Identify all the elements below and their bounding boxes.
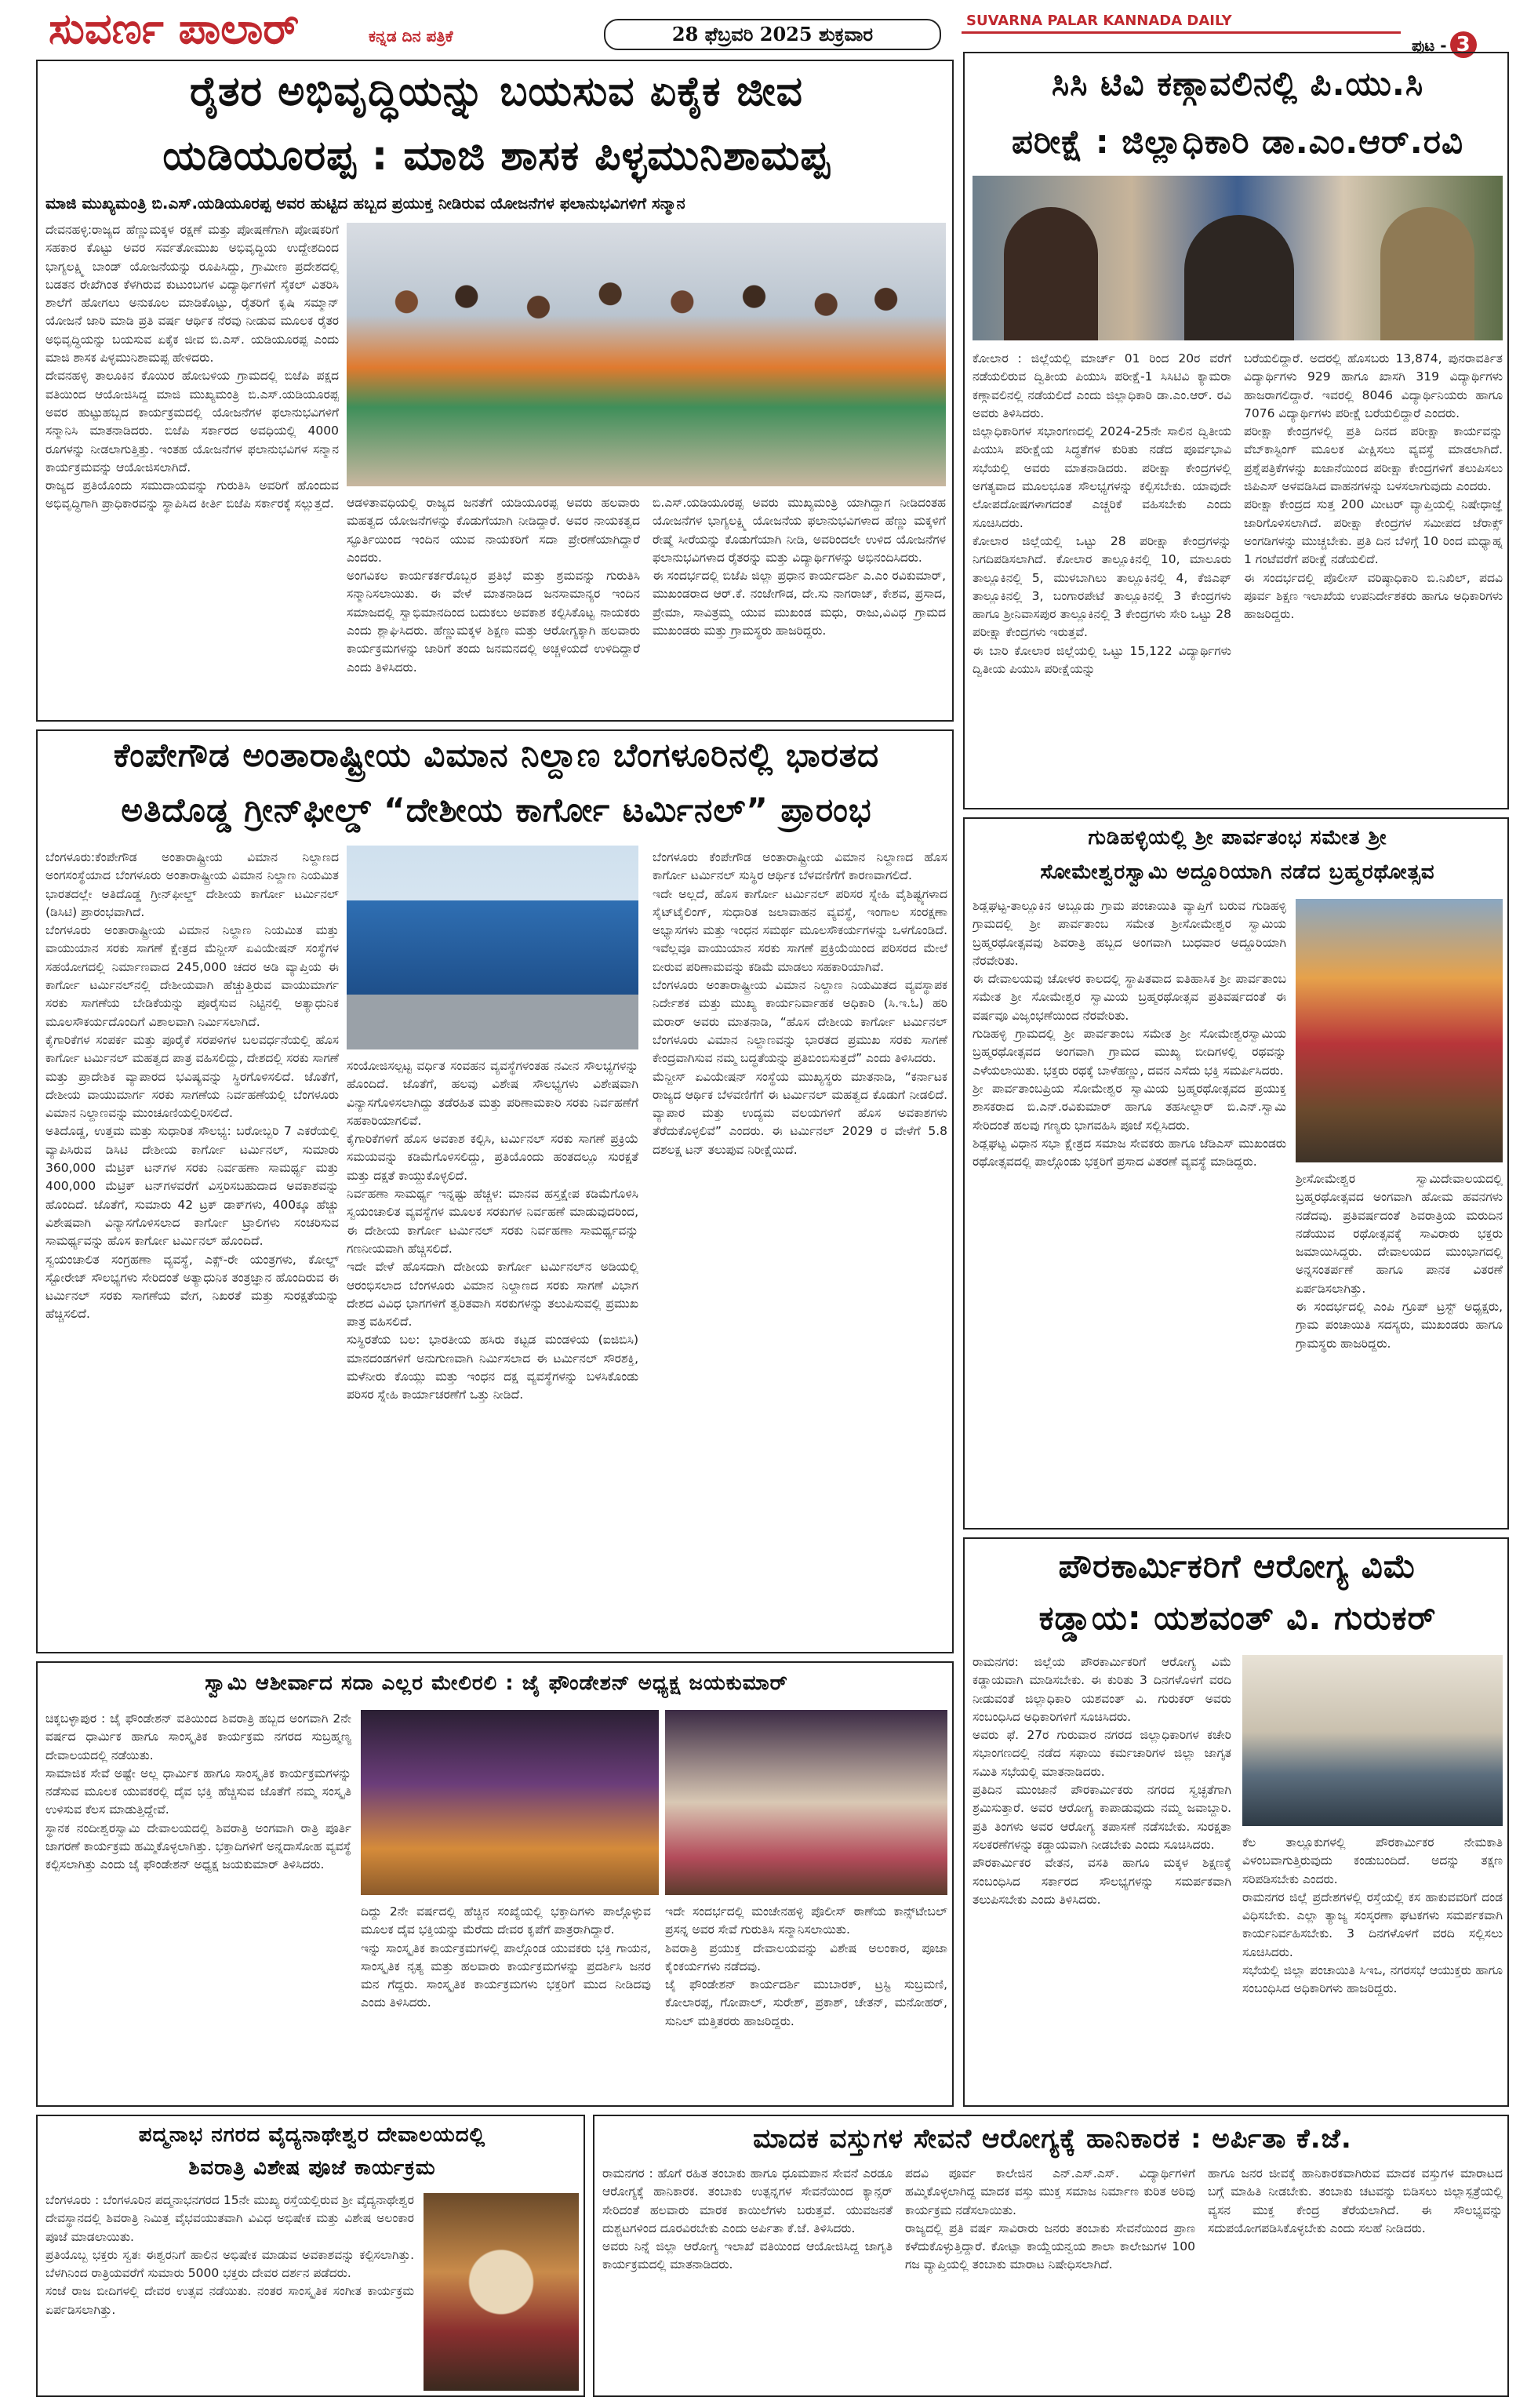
newspaper-subtitle: ಕನ್ನಡ ದಿನ ಪತ್ರಿಕೆ	[369, 27, 453, 45]
headline-line2: ಸೋಮೇಶ್ವರಸ್ವಾಮಿ ಅದ್ದೂರಿಯಾಗಿ ನಡೆದ ಬ್ರಹ್ಮರಥೋತ್ಸವ	[1040, 860, 1435, 884]
headline-line1: ಪೌರಕಾರ್ಮಿಕರಿಗೆ ಆರೋಗ್ಯ ವಿಮೆ	[1058, 1547, 1417, 1585]
newspaper-title: ಸುವರ್ಣ ಪಾಲಾರ್	[49, 3, 300, 53]
story-text-col3: ಹಾಗೂ ಜನರ ಜೀವಕ್ಕೆ ಹಾನಿಕಾರಕವಾಗಿರುವ ಮಾದಕ ವಸ್ತುಗಳ ಮಾರಾಟದ ಬಗ್ಗೆ ಮಾಹಿತಿ ನೀಡಬೇಕು. ತಂಬಾಕು ಚಟವನ್ನು ಬಿಡಿಸಲು ಜಿಲ್ಲಾಸ್ಪತ್ರೆಯಲ್ಲಿ ವ್ಯಸನ ಮುಕ್ತ ಕೇಂದ್ರ ತೆರೆಯಲಾಗಿದೆ. ಈ ಸೌಲಭ್ಯವನ್ನು ಸದುಪಯೋಗಪಡಿಸಿಕೊಳ್ಳಬೇಕು ಎಂದು ಸಲಹೆ ನೀಡಿದರು.	[1208, 2166, 1503, 2235]
story-text: ಬೆಂಗಳೂರು : ಬೆಂಗಳೂರಿನ ಪದ್ಮನಾಭನಗರದ 15ನೇ ಮುಖ್ಯ ರಸ್ತೆಯಲ್ಲಿರುವ ಶ್ರೀ ವೈದ್ಯನಾಥೇಶ್ವರ ದೇವಸ್ಥಾನದಲ್ಲಿ ಶಿವರಾತ್ರಿ ನಿಮಿತ್ತ ವೈಭವಯುತವಾಗಿ ವಿವಿಧ ಅಭಿಷೇಕ ಮತ್ತು ವಿಶೇಷ ಅಲಂಕಾರ ಪೂಜೆ ಮಾಡಲಾಯಿತು. ಪ್ರತಿಯೊಬ್ಬ ಭಕ್ತರು ಸ್ವತಃ ಈಶ್ವರನಿಗೆ ಹಾಲಿನ ಅಭಿಷೇಕ ಮಾಡುವ ಅವಕಾಶವನ್ನು ಕಲ್ಪಿಸಲಾಗಿತ್ತು. ಬೆಳಗಿನಿಂದ ರಾತ್ರಿಯವರೆಗೆ ಸುಮಾರು 5000 ಭಕ್ತರು ದೇವರ ದರ್ಶನ ಪಡೆದರು. ಸಂಜೆ ರಾಜ ಬೀದಿಗಳಲ್ಲಿ ದೇವರ ಉತ್ಸವ ನಡೆಯಿತು. ನಂತರ ಸಾಂಸ್ಕೃತಿಕ ಸಂಗೀತ ಕಾರ್ಯಕ್ರಮ ಏರ್ಪಡಿಸಲಾಗಿತ್ತು.	[45, 2193, 414, 2317]
official-figure	[1380, 207, 1474, 340]
story-drug-awareness	[593, 2115, 1509, 2397]
felicitation-photo	[347, 223, 946, 486]
story-text-col1: ಕೋಲಾರ : ಜಿಲ್ಲೆಯಲ್ಲಿ ಮಾರ್ಚ್ 01 ರಿಂದ 20ರ ವರೆಗೆ ನಡೆಯಲಿರುವ ದ್ವಿತೀಯ ಪಿಯುಸಿ ಪರೀಕ್ಷೆ-1 ಸಿಸಿಟಿವಿ ಕ್ಯಾಮರಾ ಕಣ್ಗಾವಲಿನಲ್ಲಿ ನಡೆಯಲಿದೆ ಎಂದು ಜಿಲ್ಲಾಧಿಕಾರಿ ಡಾ.ಎಂ.ಆರ್. ರವಿ ಅವರು ತಿಳಿಸಿದರು. ಜಿಲ್ಲಾಧಿಕಾರಿಗಳ ಸಭಾಂಗಣದಲ್ಲಿ 2024-25ನೇ ಸಾಲಿನ ದ್ವಿತೀಯ ಪಿಯುಸಿ ಪರೀಕ್ಷೆಯ ಸಿದ್ಧತೆಗಳ ಕುರಿತು ನಡೆದ ಪೂರ್ವಭಾವಿ ಸಭೆಯಲ್ಲಿ ಅವರು ಮಾತನಾಡಿದರು. ಪರೀಕ್ಷಾ ಕೇಂದ್ರಗಳಲ್ಲಿ ಅಗತ್ಯವಾದ ಮೂಲಭೂತ ಸೌಲಭ್ಯಗಳನ್ನು ಕಲ್ಪಿಸಬೇಕು. ಯಾವುದೇ ಲೋಪದೋಷಗಳಾಗದಂತೆ ಎಚ್ಚರಿಕೆ ವಹಿಸಬೇಕು ಎಂದು ಸೂಚಿಸಿದರು. ಕೋಲಾರ ಜಿಲ್ಲೆಯಲ್ಲಿ ಒಟ್ಟು 28 ಪರೀಕ್ಷಾ ಕೇಂದ್ರಗಳನ್ನು ನಿಗದಿಪಡಿಸಲಾಗಿದೆ. ಕೋಲಾರ ತಾಲ್ಲೂಕಿನಲ್ಲಿ 10, ಮಾಲೂರು ತಾಲ್ಲೂಕಿನಲ್ಲಿ 5, ಮುಳಬಾಗಿಲು ತಾಲ್ಲೂಕಿನಲ್ಲಿ 4, ಕೆಜಿಎಫ್ ತಾಲ್ಲೂಕಿನಲ್ಲಿ 3, ಬಂಗಾರಪೇಟೆ ತಾಲ್ಲೂಕಿನಲ್ಲಿ 3 ಕೇಂದ್ರಗಳು ಹಾಗೂ ಶ್ರೀನಿವಾಸಪುರ ತಾಲ್ಲೂಕಿನಲ್ಲಿ 3 ಕೇಂದ್ರಗಳು ಸೇರಿ ಒಟ್ಟು 28 ಪರೀಕ್ಷಾ ಕೇಂದ್ರಗಳು ಇರುತ್ತವೆ. ಈ ಬಾರಿ ಕೋಲಾರ ಜಿಲ್ಲೆಯಲ್ಲಿ ಒಟ್ಟು 15,122 ವಿದ್ಯಾರ್ಥಿಗಳು ದ್ವಿತೀಯ ಪಿಯುಸಿ ಪರೀಕ್ಷೆಯನ್ನು	[973, 351, 1231, 677]
story-text-mid: ದಿದ್ದು 2ನೇ ವರ್ಷದಲ್ಲಿ ಹೆಚ್ಚಿನ ಸಂಖ್ಯೆಯಲ್ಲಿ ಭಕ್ತಾದಿಗಳು ಪಾಲ್ಗೊಳ್ಳುವ ಮೂಲಕ ದೈವ ಭಕ್ತಿಯನ್ನು ಮೆರೆದು ದೇವರ ಕೃಪೆಗೆ ಪಾತ್ರರಾಗಿದ್ದಾರೆ. ಇನ್ನು ಸಾಂಸ್ಕೃತಿಕ ಕಾರ್ಯಕ್ರಮಗಳಲ್ಲಿ ಪಾಲ್ಗೊಂಡ ಯುವಕರು ಭಕ್ತಿ ಗಾಯನ, ಸಾಂಸ್ಕೃತಿಕ ನೃತ್ಯ ಮತ್ತು ಹಲವಾರು ಕಾರ್ಯಕ್ರಮಗಳನ್ನು ಪ್ರದರ್ಶಿಸಿ ಜನರ ಮನ ಗೆದ್ದರು. ಸಾಂಸ್ಕೃತಿಕ ಕಾರ್ಯಕ್ರಮಗಳು ಭಕ್ತರಿಗೆ ಮುದ ನೀಡಿದವು ಎಂದು ತಿಳಿಸಿದರು.	[361, 1904, 651, 2010]
issue-date: 28 ಫೆಬ್ರವರಿ 2025 ಶುಕ್ರವಾರ	[604, 19, 941, 50]
story-text-right: ಇದೇ ಸಂದರ್ಭದಲ್ಲಿ ಮಂಚೇನಹಳ್ಳಿ ಪೊಲೀಸ್ ಠಾಣೆಯ ಕಾನ್ಸ್‌ಟೇಬಲ್ ಪ್ರಸನ್ನ ಅವರ ಸೇವೆ ಗುರುತಿಸಿ ಸನ್ಮಾನಿಸಲಾಯಿತು. ಶಿವರಾತ್ರಿ ಪ್ರಯುಕ್ತ ದೇವಾಲಯವನ್ನು ವಿಶೇಷ ಅಲಂಕಾರ, ಪೂಜಾ ಕೈಂಕರ್ಯಗಳು ನಡೆದವು. ಜೈ ಫೌಂಡೇಶನ್ ಕಾರ್ಯದರ್ಶಿ ಮುಬಾರಕ್, ಟ್ರಸ್ಟಿ ಸುಬ್ರಮಣಿ, ಕೋಲಾರಪ್ಪ, ಗೋಪಾಲ್, ಸುರೇಶ್, ಪ್ರಕಾಶ್, ಚೇತನ್, ಮನೋಹರ್, ಸುನಿಲ್ ಮತ್ತಿತರರು ಹಾಜರಿದ್ದರು.	[665, 1904, 947, 2028]
story-text-left: ಶಿಡ್ಲಘಟ್ಟ-ತಾಲ್ಲೂಕಿನ ಅಬ್ಲೂಡು ಗ್ರಾಮ ಪಂಚಾಯಿತಿ ವ್ಯಾಪ್ತಿಗೆ ಬರುವ ಗುಡಿಹಳ್ಳಿ ಗ್ರಾಮದಲ್ಲಿ ಶ್ರೀ ಪಾರ್ವತಾಂಬ ಸಮೇತ ಶ್ರೀಸೋಮೇಶ್ವರ ಸ್ವಾಮಿಯ ಬ್ರಹ್ಮರಥೋತ್ಸವವು ಶಿವರಾತ್ರಿ ಹಬ್ಬದ ಅಂಗವಾಗಿ ಬುಧವಾರ ಅದ್ದೂರಿಯಾಗಿ ನೆರವೇರಿತು. ಈ ದೇವಾಲಯವು ಚೋಳರ ಕಾಲದಲ್ಲಿ ಸ್ಥಾಪಿತವಾದ ಐತಿಹಾಸಿಕ ಶ್ರೀ ಪಾರ್ವತಾಂಬ ಸಮೇತ ಶ್ರೀ ಸೋಮೇಶ್ವರ ಸ್ವಾಮಿಯ ಬ್ರಹ್ಮರಥೋತ್ಸವ ಪ್ರತಿವರ್ಷದಂತೆ ಈ ವರ್ಷವೂ ವಿಜೃಂಭಣೆಯಿಂದ ನೆರವೇರಿತು. ಗುಡಿಹಳ್ಳಿ ಗ್ರಾಮದಲ್ಲಿ ಶ್ರೀ ಪಾರ್ವತಾಂಬ ಸಮೇತ ಶ್ರೀ ಸೋಮೇಶ್ವರಸ್ವಾಮಿಯ ಬ್ರಹ್ಮರಥೋತ್ಸವದ ಅಂಗವಾಗಿ ಗ್ರಾಮದ ಮುಖ್ಯ ಬೀದಿಗಳಲ್ಲಿ ರಥವನ್ನು ಎಳೆಯಲಾಯಿತು. ಭಕ್ತರು ರಥಕ್ಕೆ ಬಾಳೆಹಣ್ಣು, ದವನ ಎಸೆದು ಭಕ್ತಿ ಸಮರ್ಪಿಸಿದರು. ಶ್ರೀ ಪಾರ್ವತಾಂಬಪ್ರಿಯ ಸೋಮೇಶ್ವರ ಸ್ವಾಮಿಯ ಬ್ರಹ್ಮರಥೋತ್ಸವದ ಪ್ರಯುಕ್ತ ಶಾಸಕರಾದ ಬಿ.ಎನ್.ರವಿಕುಮಾರ್ ಹಾಗೂ ತಹಸೀಲ್ದಾರ್ ಬಿ.ಎನ್.ಸ್ವಾಮಿ ಸೇರಿದಂತೆ ಹಲವು ಗಣ್ಯರು ಭಾಗವಹಿಸಿ ಪೂಜೆ ಸಲ್ಲಿಸಿದರು. ಶಿಡ್ಲಘಟ್ಟ ವಿಧಾನ ಸಭಾ ಕ್ಷೇತ್ರದ ಸಮಾಜ ಸೇವಕರು ಹಾಗೂ ಜೆಡಿಎಸ್ ಮುಖಂಡರು ರಥೋತ್ಸವದಲ್ಲಿ ಪಾಲ್ಗೊಂಡು ಭಕ್ತರಿಗೆ ಪ್ರಸಾದ ವಿತರಣೆ ವ್ಯವಸ್ಥೆ ಮಾಡಿದ್ದರು.	[973, 899, 1286, 1169]
page-number-badge: 3	[1450, 31, 1477, 58]
story-text-left: ರಾಮನಗರ: ಜಿಲ್ಲೆಯ ಪೌರಕಾರ್ಮಿಕರಿಗೆ ಆರೋಗ್ಯ ವಿಮೆ ಕಡ್ಡಾಯವಾಗಿ ಮಾಡಿಸಬೇಕು. ಈ ಕುರಿತು 3 ದಿನಗಳೊಳಗೆ ವರದಿ ನೀಡುವಂತೆ ಜಿಲ್ಲಾಧಿಕಾರಿ ಯಶವಂತ್ ವಿ. ಗುರುಕರ್ ಅವರು ಸಂಬಂಧಿಸಿದ ಅಧಿಕಾರಿಗಳಿಗೆ ಸೂಚಿಸಿದರು. ಅವರು ಫೆ. 27ರ ಗುರುವಾರ ನಗರದ ಜಿಲ್ಲಾಧಿಕಾರಿಗಳ ಕಚೇರಿ ಸಭಾಂಗಣದಲ್ಲಿ ನಡೆದ ಸಫಾಯಿ ಕರ್ಮಚಾರಿಗಳ ಜಿಲ್ಲಾ ಜಾಗೃತ ಸಮಿತಿ ಸಭೆಯಲ್ಲಿ ಮಾತನಾಡಿದರು. ಪ್ರತಿದಿನ ಮುಂಜಾನೆ ಪೌರಕಾರ್ಮಿಕರು ನಗರದ ಸ್ವಚ್ಛತೆಗಾಗಿ ಶ್ರಮಿಸುತ್ತಾರೆ. ಅವರ ಆರೋಗ್ಯ ಕಾಪಾಡುವುದು ನಮ್ಮ ಜವಾಬ್ದಾರಿ. ಪ್ರತಿ ತಿಂಗಳು ಅವರ ಆರೋಗ್ಯ ತಪಾಸಣೆ ನಡೆಸಬೇಕು. ಸುರಕ್ಷತಾ ಸಲಕರಣೆಗಳನ್ನು ಕಡ್ಡಾಯವಾಗಿ ನೀಡಬೇಕು ಎಂದು ಸೂಚಿಸಿದರು. ಪೌರಕಾರ್ಮಿಕರ ವೇತನ, ವಸತಿ ಹಾಗೂ ಮಕ್ಕಳ ಶಿಕ್ಷಣಕ್ಕೆ ಸಂಬಂಧಿಸಿದ ಸರ್ಕಾರದ ಸೌಲಭ್ಯಗಳನ್ನು ಸಮರ್ಪಕವಾಗಿ ತಲುಪಿಸಬೇಕು ಎಂದು ತಿಳಿಸಿದರು.	[973, 1655, 1231, 1907]
headline: ಸ್ವಾಮಿ ಆಶೀರ್ವಾದ ಸದಾ ಎಲ್ಲರ ಮೇಲಿರಲಿ : ಜೈ ಫೌಂಡೇಶನ್ ಅಧ್ಯಕ್ಷ ಜಯಕುಮಾರ್	[205, 1671, 788, 1695]
headline-line2: ಅತಿದೊಡ್ಡ ಗ್ರೀನ್‌ಫೀಲ್ಡ್ “ದೇಶೀಯ ಕಾರ್ಗೋ ಟರ್ಮಿನಲ್” ಪ್ರಾರಂಭ	[121, 791, 872, 829]
story-text-col2: ಬರೆಯಲಿದ್ದಾರೆ. ಅದರಲ್ಲಿ ಹೊಸಬರು 13,874, ಪುನರಾವರ್ತಿತ ವಿದ್ಯಾರ್ಥಿಗಳು 929 ಹಾಗೂ ಖಾಸಗಿ 319 ವಿದ್ಯಾರ್ಥಿಗಳು ಹಾಜರಾಗಲಿದ್ದಾರೆ. ಇವರಲ್ಲಿ 8046 ವಿದ್ಯಾರ್ಥಿನಿಯರು ಹಾಗೂ 7076 ವಿದ್ಯಾರ್ಥಿಗಳು ಪರೀಕ್ಷೆ ಬರೆಯಲಿದ್ದಾರೆ ಎಂದರು. ಪರೀಕ್ಷಾ ಕೇಂದ್ರಗಳಲ್ಲಿ ಪ್ರತಿ ದಿನದ ಪರೀಕ್ಷಾ ಕಾರ್ಯವನ್ನು ವೆಬ್‌ಕಾಸ್ಟಿಂಗ್ ಮೂಲಕ ವೀಕ್ಷಿಸಲು ವ್ಯವಸ್ಥೆ ಮಾಡಲಾಗಿದೆ. ಪ್ರಶ್ನೆಪತ್ರಿಕೆಗಳನ್ನು ಖಜಾನೆಯಿಂದ ಪರೀಕ್ಷಾ ಕೇಂದ್ರಗಳಿಗೆ ತಲುಪಿಸಲು ಜಿಪಿಎಸ್ ಅಳವಡಿಸಿದ ವಾಹನಗಳನ್ನು ಬಳಸಲಾಗುವುದು ಎಂದರು. ಪರೀಕ್ಷಾ ಕೇಂದ್ರದ ಸುತ್ತ 200 ಮೀಟರ್ ವ್ಯಾಪ್ತಿಯಲ್ಲಿ ನಿಷೇಧಾಜ್ಞೆ ಜಾರಿಗೊಳಿಸಲಾಗಿದೆ. ಪರೀಕ್ಷಾ ಕೇಂದ್ರಗಳ ಸಮೀಪದ ಜೆರಾಕ್ಸ್ ಅಂಗಡಿಗಳನ್ನು ಮುಚ್ಚಬೇಕು. ಪ್ರತಿ ದಿನ ಬೆಳಿಗ್ಗೆ 10 ರಿಂದ ಮಧ್ಯಾಹ್ನ 1 ಗಂಟೆವರೆಗೆ ಪರೀಕ್ಷೆ ನಡೆಯಲಿದೆ. ಈ ಸಂದರ್ಭದಲ್ಲಿ ಪೊಲೀಸ್ ವರಿಷ್ಠಾಧಿಕಾರಿ ಬಿ.ನಿಖಿಲ್, ಪದವಿ ಪೂರ್ವ ಶಿಕ್ಷಣ ಇಲಾಖೆಯ ಉಪನಿರ್ದೇಶಕರು ಹಾಗೂ ಅಧಿಕಾರಿಗಳು ಹಾಜರಿದ್ದರು.	[1244, 351, 1503, 622]
story-text-col3: ಬಿ.ಎಸ್.ಯಡಿಯೂರಪ್ಪ ಅವರು ಮುಖ್ಯಮಂತ್ರಿ ಯಾಗಿದ್ದಾಗ ನೀಡಿದಂತಹ ಯೋಜನೆಗಳ ಭಾಗ್ಯಲಕ್ಷ್ಮಿ ಯೋಜನೆಯ ಫಲಾನುಭವಿಗಳಾದ ಹೆಣ್ಣು ಮಕ್ಕಳಿಗೆ ರೇಷ್ಮೆ ಸೀರೆಯನ್ನು ಕೊಡುಗೆಯಾಗಿ ನೀಡಿ, ಅವರಿಂದಲೇ ಉಳಿದ ಯೋಜನೆಗಳ ಫಲಾನುಭವಿಗಳಾದ ರೈತರನ್ನು ಮತ್ತು ವಿದ್ಯಾರ್ಥಿಗಳನ್ನು ಅಭಿನಂದಿಸಿದರು. ಈ ಸಂದರ್ಭದಲ್ಲಿ ಬಿಜೆಪಿ ಜಿಲ್ಲಾ ಪ್ರಧಾನ ಕಾರ್ಯದರ್ಶಿ ಎ.ಎಂ ರವಿಕುಮಾರ್, ಮುಖಂಡರಾದ ಆರ್.ಕೆ. ನಂಜೇಗೌಡ, ದೇ.ಸು ನಾಗರಾಜ್, ಕೇಶವ, ಪ್ರಸಾದ, ಪ್ರೇಮಾ, ಸಾವಿತ್ರಮ್ಮ ಯುವ ಮುಖಂಡ ಮಧು, ರಾಜು,ವಿವಿಧ ಗ್ರಾಮದ ಮುಖಂಡರು ಮತ್ತು ಗ್ರಾಮಸ್ಥರು ಹಾಜರಿದ್ದರು.	[653, 496, 946, 638]
terminal-apron	[347, 995, 638, 1049]
story-text-col1: ಬೆಂಗಳೂರು:ಕೆಂಪೇಗೌಡ ಅಂತಾರಾಷ್ಟ್ರೀಯ ವಿಮಾನ ನಿಲ್ದಾಣದ ಅಂಗಸಂಸ್ಥೆಯಾದ ಬೆಂಗಳೂರು ಅಂತಾರಾಷ್ಟ್ರೀಯ ವಿಮಾನ ನಿಲ್ದಾಣ ನಿಯಮಿತ ಭಾರತದಲ್ಲೇ ಅತಿದೊಡ್ಡ ಗ್ರೀನ್‌ಫೀಲ್ಡ್ ದೇಶೀಯ ಕಾರ್ಗೋ ಟರ್ಮಿನಲ್ (ಡಿಸಿಟಿ) ಪ್ರಾರಂಭವಾಗಿದೆ. ಬೆಂಗಳೂರು ಅಂತಾರಾಷ್ಟ್ರೀಯ ವಿಮಾನ ನಿಲ್ದಾಣ ನಿಯಮಿತ ಮತ್ತು ವಾಯುಯಾನ ಸರಕು ಸಾಗಣೆ ಕ್ಷೇತ್ರದ ಮೆನ್ಜೀಸ್ ಏವಿಯೇಷನ್ ಸಂಸ್ಥೆಗಳ ಸಹಯೋಗದಲ್ಲಿ ನಿರ್ಮಾಣವಾದ 245,000 ಚದರ ಅಡಿ ವ್ಯಾಪ್ತಿಯ ಈ ಕಾರ್ಗೋ ಟರ್ಮಿನಲ್‌ನಲ್ಲಿ ದೇಶೀಯವಾಗಿ ಹೆಚ್ಚುತ್ತಿರುವ ವಾಯುಮಾರ್ಗ ಸರಕು ಸಾಗಣೆಯ ಬೇಡಿಕೆಯನ್ನು ಪೂರೈಸುವ ನಿಟ್ಟಿನಲ್ಲಿ ಅತ್ಯಾಧುನಿಕ ಮೂಲಸೌಕರ್ಯದೊಂದಿಗೆ ವಿಶಾಲವಾಗಿ ನಿರ್ಮಿಸಲಾಗಿದೆ. ಕೈಗಾರಿಕೆಗಳ ಸಂಪರ್ಕ ಮತ್ತು ಪೂರೈಕೆ ಸರಪಳಿಗಳ ಬಲವರ್ಧನೆಯಲ್ಲಿ ಹೊಸ ಕಾರ್ಗೋ ಟರ್ಮಿನಲ್ ಮಹತ್ವದ ಪಾತ್ರ ವಹಿಸಲಿದ್ದು, ದೇಶದಲ್ಲಿ ಸರಕು ಸಾಗಣೆ ಮತ್ತು ಪ್ರಾದೇಶಿಕ ವ್ಯಾಪಾರದ ಭವಿಷ್ಯವನ್ನು ಸ್ಥಿರಗೊಳಿಸಲಿದೆ. ಜೊತೆಗೆ, ದೇಶೀಯ ವಾಯುಮಾರ್ಗ ಸರಕು ಸಾಗಣೆಯ ನಿರ್ವಹಣೆಯಲ್ಲಿ ಬೆಂಗಳೂರು ವಿಮಾನ ನಿಲ್ದಾಣವನ್ನು ಮುಂಚೂಣಿಯಲ್ಲಿರಿಸಲಿದೆ. ಅತಿದೊಡ್ಡ, ಉತ್ತಮ ಮತ್ತು ಸುಧಾರಿತ ಸೌಲಭ್ಯ: ಬರೋಬ್ಬರಿ 7 ಎಕರೆಯಲ್ಲಿ ವ್ಯಾಪಿಸಿರುವ ಡಿಸಿಟಿ ದೇಶೀಯ ಕಾರ್ಗೋ ಟರ್ಮಿನಲ್, ಸುಮಾರು 360,000 ಮೆಟ್ರಿಕ್ ಟನ್‌ಗಳ ಸರಕು ನಿರ್ವಹಣಾ ಸಾಮರ್ಥ್ಯ ಮತ್ತು 400,000 ಮೆಟ್ರಿಕ್ ಟನ್‌ಗಳವರೆಗೆ ವಿಸ್ತರಿಸಬಹುದಾದ ಅವಕಾಶವನ್ನು ಹೊಂದಿದೆ. ಜೊತೆಗೆ, ಸುಮಾರು 42 ಟ್ರಕ್ ಡಾಕ್‌ಗಳು, 400ಕ್ಕೂ ಹೆಚ್ಚು ವಿಶೇಷವಾಗಿ ವಿನ್ಯಾಸಗೊಳಿಸಲಾದ ಕಾರ್ಗೋ ಟ್ರಾಲಿಗಳು ಸಂಚರಿಸುವ ಸಾಮರ್ಥ್ಯವನ್ನು ಹೊಸ ಕಾರ್ಗೋ ಟರ್ಮಿನಲ್ ಹೊಂದಿದೆ. ಸ್ವಯಂಚಾಲಿತ ಸಂಗ್ರಹಣಾ ವ್ಯವಸ್ಥೆ, ಎಕ್ಸ್‌-ರೇ ಯಂತ್ರಗಳು, ಕೋಲ್ಡ್ ಸ್ಟೋರೇಜ್ ಸೌಲಭ್ಯಗಳು ಸೇರಿದಂತೆ ಅತ್ಯಾಧುನಿಕ ತಂತ್ರಜ್ಞಾನ ಹೊಂದಿರುವ ಈ ಟರ್ಮಿನಲ್ ಸರಕು ಸಾಗಣೆಯ ವೇಗ, ನಿಖರತೆ ಮತ್ತು ಸುರಕ್ಷತೆಯನ್ನು ಹೆಚ್ಚಿಸಲಿದೆ.	[45, 850, 339, 1322]
headline-line2: ಶಿವರಾತ್ರಿ ವಿಶೇಷ ಪೂಜೆ ಕಾರ್ಯಕ್ರಮ	[188, 2156, 436, 2180]
story-cargo-terminal	[36, 729, 954, 1653]
story-text-right: ಕೆಲ ತಾಲ್ಲೂಕುಗಳಲ್ಲಿ ಪೌರಕಾರ್ಮಿಕರ ನೇಮಕಾತಿ ವಿಳಂಬವಾಗುತ್ತಿರುವುದು ಕಂಡುಬಂದಿದೆ. ಅದನ್ನು ತಕ್ಷಣ ಸರಿಪಡಿಸಬೇಕು ಎಂದರು. ರಾಮನಗರ ಜಿಲ್ಲೆ ಪ್ರದೇಶಗಳಲ್ಲಿ ರಸ್ತೆಯಲ್ಲಿ ಕಸ ಹಾಕುವವರಿಗೆ ದಂಡ ವಿಧಿಸಬೇಕು. ಎಲ್ಲಾ ತ್ಯಾಜ್ಯ ಸಂಸ್ಕರಣಾ ಘಟಕಗಳು ಸಮರ್ಪಕವಾಗಿ ಕಾರ್ಯನಿರ್ವಹಿಸಬೇಕು. 3 ದಿನಗಳೊಳಗೆ ವರದಿ ಸಲ್ಲಿಸಲು ಸೂಚಿಸಿದರು. ಸಭೆಯಲ್ಲಿ ಜಿಲ್ಲಾ ಪಂಚಾಯಿತಿ ಸಿಇಒ, ನಗರಸಭೆ ಆಯುಕ್ತರು ಹಾಗೂ ಸಂಬಂಧಿಸಿದ ಅಧಿಕಾರಿಗಳು ಹಾಜರಿದ್ದರು.	[1242, 1835, 1503, 1996]
cultural-program-photo	[361, 1710, 659, 1895]
headline-line1: ಪದ್ಮನಾಭ ನಗರದ ವೈದ್ಯನಾಥೇಶ್ವರ ದೇವಾಲಯದಲ್ಲಿ	[138, 2123, 486, 2147]
headline-line2: ಪರೀಕ್ಷೆ : ಜಿಲ್ಲಾಧಿಕಾರಿ ಡಾ.ಎಂ.ಆರ್.ರವಿ	[1011, 122, 1464, 161]
story-shivaratri-puja	[36, 2115, 585, 2397]
devotees-photo	[665, 1710, 947, 1895]
story-text-col2: ಆಡಳಿತಾವಧಿಯಲ್ಲಿ ರಾಜ್ಯದ ಜನತೆಗೆ ಯಡಿಯೂರಪ್ಪ ಅವರು ಹಲವಾರು ಮಹತ್ವದ ಯೋಜನೆಗಳನ್ನು ಕೊಡುಗೆಯಾಗಿ ನೀಡಿದ್ದಾರೆ. ಅವರ ನಾಯಕತ್ವದ ಸ್ಫೂರ್ತಿಯಿಂದ ಇಂದಿನ ಯುವ ನಾಯಕರಿಗೆ ಸದಾ ಪ್ರೇರಣೆಯಾಗಿದ್ದಾರೆ ಎಂದರು. ಅಂಗವಿಕಲ ಕಾರ್ಯಕರ್ತರೊಬ್ಬರ ಪ್ರತಿಭೆ ಮತ್ತು ಶ್ರಮವನ್ನು ಗುರುತಿಸಿ ಸನ್ಮಾನಿಸಲಾಯಿತು. ಈ ವೇಳೆ ಮಾತನಾಡಿದ ಜನಸಾಮಾನ್ಯರ ಇಂದಿನ ಸಮಾಜದಲ್ಲಿ ಸ್ವಾಭಿಮಾನದಿಂದ ಬದುಕಲು ಅವಕಾಶ ಕಲ್ಪಿಸಿಕೊಟ್ಟ ನಾಯಕರು ಎಂದು ಶ್ಲಾಘಿಸಿದರು. ಹೆಣ್ಣುಮಕ್ಕಳ ಶಿಕ್ಷಣ ಮತ್ತು ಆರೋಗ್ಯಕ್ಕಾಗಿ ಹಲವಾರು ಕಾರ್ಯಕ್ರಮಗಳನ್ನು ಜಾರಿಗೆ ತಂದು ಜನಮನದಲ್ಲಿ ಅಚ್ಚಳಿಯದೆ ಉಳಿದಿದ್ದಾರೆ ಎಂದು ತಿಳಿಸಿದರು.	[347, 496, 640, 675]
headline-line1: ರೈತರ ಅಭಿವೃದ್ಧಿಯನ್ನು ಬಯಸುವ ಏಕೈಕ ಜೀವ	[189, 68, 803, 115]
headline-line1: ಸಿಸಿ ಟಿವಿ ಕಣ್ಗಾವಲಿನಲ್ಲಿ ಪಿ.ಯು.ಸಿ	[1051, 64, 1424, 103]
headline-line2: ಯಡಿಯೂರಪ್ಪ : ಮಾಜಿ ಶಾಸಕ ಪಿಳ್ಳಮುನಿಶಾಮಪ್ಪ	[162, 133, 831, 180]
story-text-col1: ದೇವನಹಳ್ಳಿ:ರಾಜ್ಯದ ಹೆಣ್ಣುಮಕ್ಕಳ ರಕ್ಷಣೆ ಮತ್ತು ಪೋಷಣೆಗಾಗಿ ಪೋಷಕರಿಗೆ ಸಹಕಾರ ಕೊಟ್ಟು ಅವರ ಸರ್ವತೋಮುಖ ಅಭಿವೃದ್ಧಿಯ ಉದ್ದೇಶದಿಂದ ಭಾಗ್ಯಲಕ್ಷ್ಮಿ ಬಾಂಡ್ ಯೋಜನೆಯನ್ನು ರೂಪಿಸಿದ್ದು, ಗ್ರಾಮೀಣ ಪ್ರದೇಶದಲ್ಲಿ ಬಡತನ ರೇಖೆಗಿಂತ ಕೆಳಗಿರುವ ಕುಟುಂಬಗಳ ವಿದ್ಯಾರ್ಥಿಗಳಿಗೆ ಸೈಕಲ್ ವಿತರಿಸಿ ಶಾಲೆಗೆ ಹೋಗಲು ಅನುಕೂಲ ಮಾಡಿಕೊಟ್ಟು, ರೈತರಿಗೆ ಕೃಷಿ ಸಮ್ಮಾನ್ ಯೋಜನೆ ಜಾರಿ ಮಾಡಿ ಪ್ರತಿ ವರ್ಷ ಆರ್ಥಿಕ ನೆರವು ನೀಡುವ ಮೂಲಕ ರೈತರ ಅಭಿವೃದ್ಧಿಯನ್ನು ಬಯಸುವ ಏಕೈಕ ಜೀವ ಬಿ.ಎಸ್. ಯಡಿಯೂರಪ್ಪ ಎಂದು ಮಾಜಿ ಶಾಸಕ ಪಿಳ್ಳಮುನಿಶಾಮಪ್ಪ ಹೇಳಿದರು. ದೇವನಹಳ್ಳಿ ತಾಲೂಕಿನ ಕೊಯಿರ ಹೋಬಳಿಯ ಗ್ರಾಮದಲ್ಲಿ ಬಿಜೆಪಿ ಪಕ್ಷದ ವತಿಯಿಂದ ಆಯೋಜಿಸಿದ್ದ ಮಾಜಿ ಮುಖ್ಯಮಂತ್ರಿ ಬಿ.ಎಸ್.ಯಡಿಯೂರಪ್ಪ ಅವರ ಹುಟ್ಟುಹಬ್ಬದ ಕಾರ್ಯಕ್ರಮದಲ್ಲಿ ಯೋಜನೆಗಳ ಫಲಾನುಭವಿಗಳಿಗೆ ಸನ್ಮಾನಿಸಿ ಮಾತನಾಡಿದರು. ಬಿಜೆಪಿ ಸರ್ಕಾರದ ಅವಧಿಯಲ್ಲಿ 4000 ರೂಗಳನ್ನು ನೀಡಲಾಗುತ್ತಿತ್ತು. ಇಂತಹ ಯೋಜನೆಗಳ ಫಲಾನುಭವಿಗಳ ಸನ್ಮಾನ ಕಾರ್ಯಕ್ರಮವನ್ನು ಆಯೋಜಿಸಲಾಗಿದೆ. ರಾಜ್ಯದ ಪ್ರತಿಯೊಂದು ಸಮುದಾಯವನ್ನು ಗುರುತಿಸಿ ಅವರಿಗೆ ಹೊಂದುವ ಅಭಿವೃದ್ಧಿಗಾಗಿ ಪ್ರಾಧಿಕಾರವನ್ನು ಸ್ಥಾಪಿಸಿದ ಕೀರ್ತಿ ಬಿಜೆಪಿ ಸರ್ಕಾರಕ್ಕೆ ಸಲ್ಲುತ್ತದೆ.	[45, 223, 339, 511]
official-figure	[1184, 215, 1294, 340]
headline-line1: ಗುಡಿಹಳ್ಳಿಯಲ್ಲಿ ಶ್ರೀ ಪಾರ್ವತಂಭ ಸಮೇತ ಶ್ರೀ	[1088, 826, 1387, 849]
terminal-building	[347, 900, 638, 995]
story-health-insurance	[963, 1537, 1509, 2107]
page-label: ಪುಟ -	[1412, 36, 1447, 55]
story-jai-foundation	[36, 1661, 954, 2107]
story-text-col1: ರಾಮನಗರ : ಹೊಗೆ ರಹಿತ ತಂಬಾಕು ಹಾಗೂ ಧೂಮಪಾನ ಸೇವನೆ ಎರಡೂ ಆರೋಗ್ಯಕ್ಕೆ ಹಾನಿಕಾರಕ. ತಂಬಾಕು ಉತ್ಪನ್ನಗಳ ಸೇವನೆಯಿಂದ ಕ್ಯಾನ್ಸರ್ ಸೇರಿದಂತೆ ಹಲವಾರು ಮಾರಕ ಕಾಯಿಲೆಗಳು ಬರುತ್ತವೆ. ಯುವಜನತೆ ದುಶ್ಚಟಗಳಿಂದ ದೂರವಿರಬೇಕು ಎಂದು ಅರ್ಪಿತಾ ಕೆ.ಜೆ. ತಿಳಿಸಿದರು. ಅವರು ನಿನ್ನೆ ಜಿಲ್ಲಾ ಆರೋಗ್ಯ ಇಲಾಖೆ ವತಿಯಿಂದ ಆಯೋಜಿಸಿದ್ದ ಜಾಗೃತಿ ಕಾರ್ಯಕ್ರಮದಲ್ಲಿ ಮಾತನಾಡಿದರು.	[602, 2166, 893, 2272]
story-cctv-exam	[963, 52, 1509, 809]
story-text-col2: ಸಂಯೋಜಿಸಲ್ಪಟ್ಟ ವರ್ಧಿತ ಸಂವಹನ ವ್ಯವಸ್ಥೆಗಳಂತಹ ನವೀನ ಸೌಲಭ್ಯಗಳನ್ನು ಹೊಂದಿದೆ. ಜೊತೆಗೆ, ಹಲವು ವಿಶೇಷ ಸೌಲಭ್ಯಗಳು ವಿಶೇಷವಾಗಿ ವಿನ್ಯಾಸಗೊಳಿಸಲಾಗಿದ್ದು ತಡೆರಹಿತ ಮತ್ತು ಪರಿಣಾಮಕಾರಿ ಸರಕು ನಿರ್ವಹಣೆಗೆ ಸಹಕಾರಿಯಾಗಲಿವೆ. ಕೈಗಾರಿಕೆಗಳಿಗೆ ಹೊಸ ಅವಕಾಶ ಕಲ್ಪಿಸಿ, ಟರ್ಮಿನಲ್ ಸರಕು ಸಾಗಣೆ ಪ್ರಕ್ರಿಯೆ ಸಮಯವನ್ನು ಕಡಿಮೆಗೊಳಿಸಲಿದ್ದು, ಪ್ರತಿಯೊಂದು ಹಂತದಲ್ಲೂ ಸುರಕ್ಷತೆ ಮತ್ತು ದಕ್ಷತೆ ಕಾಯ್ದುಕೊಳ್ಳಲಿದೆ. ನಿರ್ವಹಣಾ ಸಾಮರ್ಥ್ಯ ಇನ್ನಷ್ಟು ಹೆಚ್ಚಳ: ಮಾನವ ಹಸ್ತಕ್ಷೇಪ ಕಡಿಮೆಗೊಳಿಸಿ ಸ್ವಯಂಚಾಲಿತ ವ್ಯವಸ್ಥೆಗಳ ಮೂಲಕ ಸರಕುಗಳ ನಿರ್ವಹಣೆ ಮಾಡುವುದರಿಂದ, ಈ ದೇಶೀಯ ಕಾರ್ಗೋ ಟರ್ಮಿನಲ್ ಸರಕು ನಿರ್ವಹಣಾ ಸಾಮರ್ಥ್ಯವನ್ನು ಗಣನೀಯವಾಗಿ ಹೆಚ್ಚಿಸಲಿದೆ. ಇದೇ ವೇಳೆ ಹೊಸದಾಗಿ ದೇಶೀಯ ಕಾರ್ಗೋ ಟರ್ಮಿನಲ್‌ನ ಅಡಿಯಲ್ಲಿ ಆರಂಭಿಸಲಾದ ಬೆಂಗಳೂರು ವಿಮಾನ ನಿಲ್ದಾಣದ ಸರಕು ಸಾಗಣೆ ವಿಭಾಗ ದೇಶದ ವಿವಿಧ ಭಾಗಗಳಿಗೆ ತ್ವರಿತವಾಗಿ ಸರಕುಗಳನ್ನು ತಲುಪಿಸುವಲ್ಲಿ ಪ್ರಮುಖ ಪಾತ್ರ ವಹಿಸಲಿದೆ. ಸುಸ್ಥಿರತೆಯ ಬಲ: ಭಾರತೀಯ ಹಸಿರು ಕಟ್ಟಡ ಮಂಡಳಿಯ (ಐಜಿಬಿಸಿ) ಮಾನದಂಡಗಳಿಗೆ ಅನುಗುಣವಾಗಿ ನಿರ್ಮಿಸಲಾದ ಈ ಟರ್ಮಿನಲ್ ಸೌರಶಕ್ತಿ, ಮಳೆನೀರು ಕೊಯ್ಲು ಮತ್ತು ಇಂಧನ ದಕ್ಷ ವ್ಯವಸ್ಥೆಗಳನ್ನು ಬಳಸಿಕೊಂಡು ಪರಿಸರ ಸ್ನೇಹಿ ಕಾರ್ಯಾಚರಣೆಗೆ ಒತ್ತು ನೀಡಿದೆ.	[347, 1059, 638, 1402]
strapline: ಮಾಜಿ ಮುಖ್ಯಮಂತ್ರಿ ಬಿ.ಎಸ್.ಯಡಿಯೂರಪ್ಪ ಅವರ ಹುಟ್ಟಿದ ಹಬ್ಬದ ಪ್ರಯುಕ್ತ ನೀಡಿರುವ ಯೋಜನೆಗಳ ಫಲಾನುಭವಿಗಳಿಗೆ ಸನ್ಮಾನ	[45, 194, 685, 213]
story-text-col3: ಬೆಂಗಳೂರು ಕೆಂಪೇಗೌಡ ಅಂತಾರಾಷ್ಟ್ರೀಯ ವಿಮಾನ ನಿಲ್ದಾಣದ ಹೊಸ ಕಾರ್ಗೋ ಟರ್ಮಿನಲ್ ಸುಸ್ಥಿರ ಆರ್ಥಿಕ ಬೆಳವಣಿಗೆಗೆ ಕಾರಣವಾಗಲಿದೆ. ಇದೇ ಅಲ್ಲದೆ, ಹೊಸ ಕಾರ್ಗೋ ಟರ್ಮಿನಲ್ ಪರಿಸರ ಸ್ನೇಹಿ ವೈಶಿಷ್ಟ್ಯಗಳಾದ ಸೈಟ್‌ಟೈಲಿಂಗ್, ಸುಧಾರಿತ ಜಲಾವಾಹನ ವ್ಯವಸ್ಥೆ, ಇಂಗಾಲ ಸಂರಕ್ಷಣಾ ಅಭ್ಯಾಸಗಳು ಮತ್ತು ಇಂಧನ ಸಮರ್ಥ ಮೂಲಸೌಕರ್ಯಗಳನ್ನು ಒಳಗೊಂಡಿದೆ. ಇವೆಲ್ಲವೂ ವಾಯುಯಾನ ಸರಕು ಸಾಗಣೆ ಪ್ರಕ್ರಿಯೆಯಿಂದ ಪರಿಸರದ ಮೇಲೆ ಬೀರುವ ಪರಿಣಾಮವನ್ನು ಕಡಿಮೆ ಮಾಡಲು ಸಹಕಾರಿಯಾಗಿವೆ. ಬೆಂಗಳೂರು ಅಂತಾರಾಷ್ಟ್ರೀಯ ವಿಮಾನ ನಿಲ್ದಾಣ ನಿಯಮಿತದ ವ್ಯವಸ್ಥಾಪಕ ನಿರ್ದೇಶಕ ಮತ್ತು ಮುಖ್ಯ ಕಾರ್ಯನಿರ್ವಾಹಕ ಅಧಿಕಾರಿ (ಸಿ.ಇ.ಓ) ಹರಿ ಮರಾರ್ ಅವರು ಮಾತನಾಡಿ, “ಹೊಸ ದೇಶೀಯ ಕಾರ್ಗೋ ಟರ್ಮಿನಲ್ ಬೆಂಗಳೂರು ವಿಮಾನ ನಿಲ್ದಾಣವನ್ನು ಭಾರತದ ಪ್ರಮುಖ ಸರಕು ಸಾಗಣೆ ಕೇಂದ್ರವಾಗಿಸುವ ನಮ್ಮ ಬದ್ಧತೆಯನ್ನು ಪ್ರತಿಬಿಂಬಿಸುತ್ತದೆ” ಎಂದು ತಿಳಿಸಿದರು. ಮೆನ್ಜೀಸ್ ಏವಿಯೇಷನ್ ಸಂಸ್ಥೆಯ ಮುಖ್ಯಸ್ಥರು ಮಾತನಾಡಿ, “ಕರ್ನಾಟಕ ರಾಜ್ಯದ ಆರ್ಥಿಕ ಬೆಳವಣಿಗೆಗೆ ಈ ಟರ್ಮಿನಲ್ ಮಹತ್ವದ ಕೊಡುಗೆ ನೀಡಲಿದೆ. ವ್ಯಾಪಾರ ಮತ್ತು ಉದ್ಯಮ ವಲಯಗಳಿಗೆ ಹೊಸ ಅವಕಾಶಗಳು ತೆರೆದುಕೊಳ್ಳಲಿವೆ” ಎಂದರು. ಈ ಟರ್ಮಿನಲ್ 2029 ರ ವೇಳೆಗೆ 5.8 ದಶಲಕ್ಷ ಟನ್ ತಲುಪುವ ನಿರೀಕ್ಷೆಯಿದೆ.	[653, 850, 947, 1157]
story-text-left: ಚಿಕ್ಕಬಳ್ಳಾಪುರ : ಜೈ ಫೌಂಡೇಶನ್ ವತಿಯಿಂದ ಶಿವರಾತ್ರಿ ಹಬ್ಬದ ಅಂಗವಾಗಿ 2ನೇ ವರ್ಷದ ಧಾರ್ಮಿಕ ಹಾಗೂ ಸಾಂಸ್ಕೃತಿಕ ಕಾರ್ಯಕ್ರಮ ನಗರದ ಸುಬ್ರಹ್ಮಣ್ಯ ದೇವಾಲಯದಲ್ಲಿ ನಡೆಯಿತು. ಸಾಮಾಜಿಕ ಸೇವೆ ಅಷ್ಟೇ ಅಲ್ಲ ಧಾರ್ಮಿಕ ಹಾಗೂ ಸಾಂಸ್ಕೃತಿಕ ಕಾರ್ಯಕ್ರಮಗಳನ್ನು ನಡೆಸುವ ಮೂಲಕ ಯುವಕರಲ್ಲಿ ದೈವ ಭಕ್ತಿ ಹೆಚ್ಚಿಸುವ ಜೊತೆಗೆ ನಮ್ಮ ಸಂಸ್ಕೃತಿ ಉಳಿಸುವ ಕೆಲಸ ಮಾಡುತ್ತಿದ್ದೇವೆ. ಸ್ಥಾನಕ ನಂದೀಶ್ವರಸ್ವಾಮಿ ದೇವಾಲಯದಲ್ಲಿ ಶಿವರಾತ್ರಿ ಅಂಗವಾಗಿ ರಾತ್ರಿ ಪೂರ್ತಿ ಜಾಗರಣೆ ಕಾರ್ಯಕ್ರಮ ಹಮ್ಮಿಕೊಳ್ಳಲಾಗಿತ್ತು. ಭಕ್ತಾದಿಗಳಿಗೆ ಅನ್ನದಾಸೋಹ ವ್ಯವಸ್ಥೆ ಕಲ್ಪಿಸಲಾಗಿತ್ತು ಎಂದು ಜೈ ಫೌಂಡೇಶನ್ ಅಧ್ಯಕ್ಷ ಜಯಕುಮಾರ್ ತಿಳಿಸಿದರು.	[45, 1711, 351, 1872]
headline-line2: ಕಡ್ಡಾಯ: ಯಶವಂತ್ ವಿ. ಗುರುಕರ್	[1038, 1599, 1437, 1637]
paper-name-en: SUVARNA PALAR KANNADA DAILY	[966, 13, 1232, 29]
official-figure	[1004, 207, 1098, 340]
masthead-rule	[962, 31, 1401, 34]
story-text-right: ಶ್ರೀಸೋಮೇಶ್ವರ ಸ್ವಾಮಿದೇವಾಲಯದಲ್ಲಿ ಬ್ರಹ್ಮರಥೋತ್ಸವದ ಅಂಗವಾಗಿ ಹೋಮ ಹವನಗಳು ನಡೆದವು. ಪ್ರತಿವರ್ಷದಂತೆ ಶಿವರಾತ್ರಿಯ ಮರುದಿನ ನಡೆಯುವ ರಥೋತ್ಸವಕ್ಕೆ ಸಾವಿರಾರು ಭಕ್ತರು ಜಮಾಯಿಸಿದ್ದರು. ದೇವಾಲಯದ ಮುಂಭಾಗದಲ್ಲಿ ಅನ್ನಸಂತರ್ಪಣೆ ಹಾಗೂ ಪಾನಕ ವಿತರಣೆ ಏರ್ಪಡಿಸಲಾಗಿತ್ತು. ಈ ಸಂದರ್ಭದಲ್ಲಿ ಎಂಪಿ ಗ್ರೂಪ್ ಟ್ರಸ್ಟ್ ಅಧ್ಯಕ್ಷರು, ಗ್ರಾಮ ಪಂಚಾಯಿತಿ ಸದಸ್ಯರು, ಮುಖಂಡರು ಹಾಗೂ ಗ್ರಾಮಸ್ಥರು ಹಾಜರಿದ್ದರು.	[1296, 1172, 1503, 1351]
officials-photo	[973, 176, 1503, 340]
cargo-terminal-photo	[347, 846, 638, 1049]
story-yediyurappa	[36, 60, 954, 722]
meeting-photo	[1242, 1655, 1503, 1826]
story-text-col2: ಪದವಿ ಪೂರ್ವ ಕಾಲೇಜಿನ ಎನ್.ಎಸ್.ಎಸ್. ವಿದ್ಯಾರ್ಥಿಗಳಿಗೆ ಹಮ್ಮಿಕೊಳ್ಳಲಾಗಿದ್ದ ಮಾದಕ ವಸ್ತು ಮುಕ್ತ ಸಮಾಜ ನಿರ್ಮಾಣ ಕುರಿತ ಅರಿವು ಕಾರ್ಯಕ್ರಮ ನಡೆಸಲಾಯಿತು. ರಾಜ್ಯದಲ್ಲಿ ಪ್ರತಿ ವರ್ಷ ಸಾವಿರಾರು ಜನರು ತಂಬಾಕು ಸೇವನೆಯಿಂದ ಪ್ರಾಣ ಕಳೆದುಕೊಳ್ಳುತ್ತಿದ್ದಾರೆ. ಕೋಟ್ಪಾ ಕಾಯ್ದೆಯನ್ವಯ ಶಾಲಾ ಕಾಲೇಜುಗಳ 100 ಗಜ ವ್ಯಾಪ್ತಿಯಲ್ಲಿ ತಂಬಾಕು ಮಾರಾಟ ನಿಷೇಧಿಸಲಾಗಿದೆ.	[905, 2166, 1195, 2272]
headline-line1: ಕೆಂಪೇಗೌಡ ಅಂತಾರಾಷ್ಟ್ರೀಯ ವಿಮಾನ ನಿಲ್ದಾಣ ಬೆಂಗಳೂರಿನಲ್ಲಿ ಭಾರತದ	[113, 736, 880, 774]
headline: ಮಾದಕ ವಸ್ತುಗಳ ಸೇವನೆ ಆರೋಗ್ಯಕ್ಕೆ ಹಾನಿಕಾರಕ : ಅರ್ಪಿತಾ ಕೆ.ಜೆ.	[753, 2123, 1352, 2155]
deity-photo	[424, 2193, 579, 2391]
chariot-festival-photo	[1296, 899, 1503, 1162]
story-brahmarathotsava	[963, 817, 1509, 1530]
